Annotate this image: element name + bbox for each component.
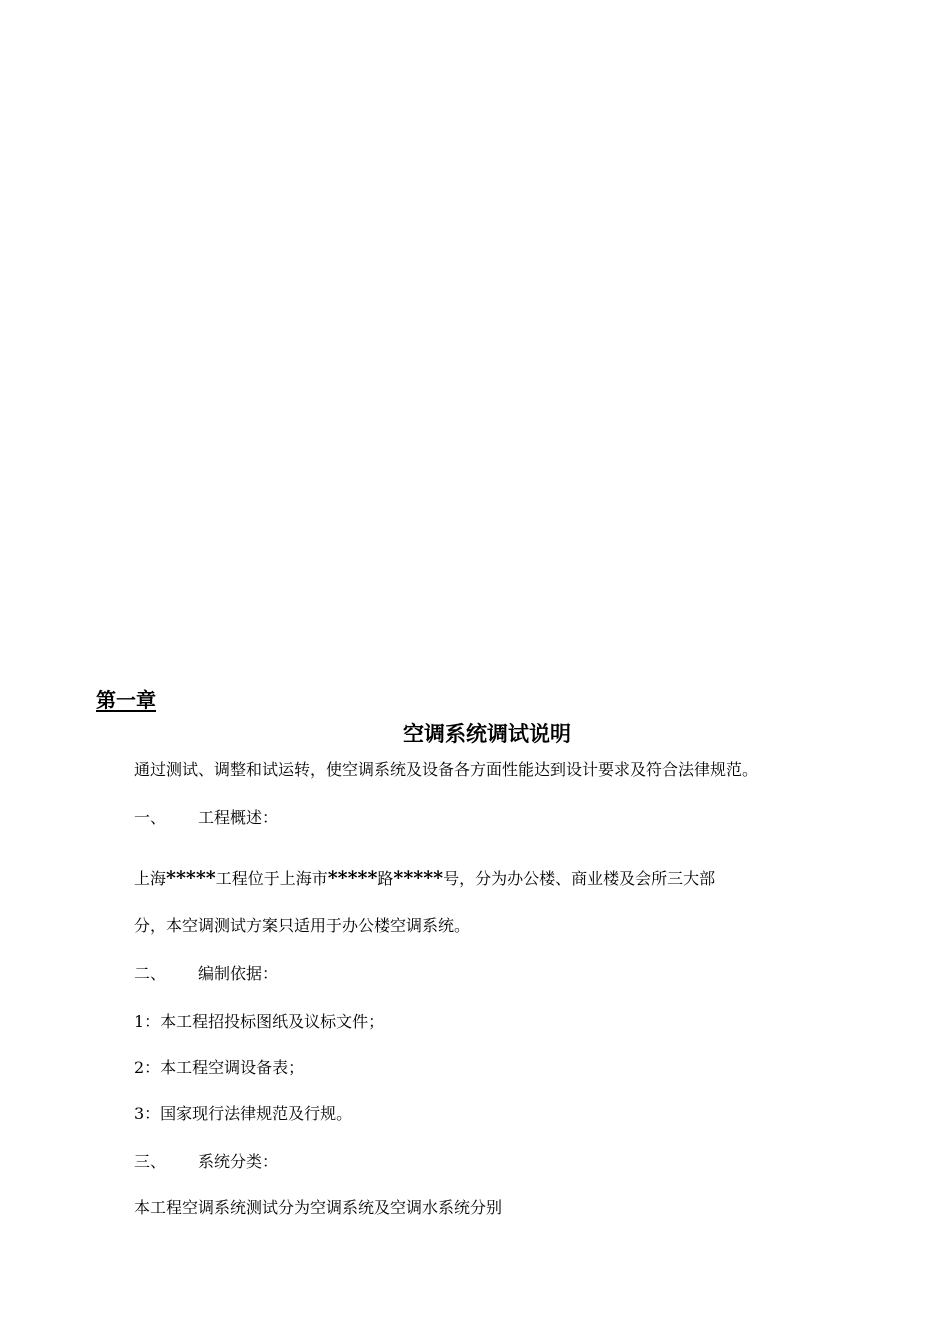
overview-paragraph-line1 — [134, 866, 715, 891]
chapter-heading: 第一章 — [96, 688, 156, 712]
section-number: 三、 — [134, 1152, 167, 1171]
section-heading-classification — [134, 1150, 278, 1174]
intro-paragraph: 通过测试、调整和试运转，使空调系统及设备各方面性能达到设计要求及符合法律规范。 — [134, 760, 759, 779]
overview-text: 路 — [377, 869, 394, 888]
overview-text: 上海 — [134, 869, 167, 888]
overview-text: 工程位于上海市 — [215, 869, 328, 888]
section-label: 工程概述： — [198, 808, 279, 827]
section-heading-overview — [134, 806, 278, 830]
section-number: 一、 — [134, 808, 167, 827]
basis-item: 3：国家现行法律规范及行规。 — [134, 1104, 353, 1123]
section-heading-basis — [134, 962, 278, 986]
section-label: 编制依据： — [198, 964, 279, 983]
basis-item: 2：本工程空调设备表； — [134, 1058, 305, 1077]
overview-text: 号，分为办公楼、商业楼及会所三大部 — [443, 869, 716, 888]
basis-item: 1：本工程招投标图纸及议标文件； — [134, 1012, 385, 1031]
section-label: 系统分类： — [198, 1152, 279, 1171]
redacted-name: ***** — [166, 867, 216, 889]
section-number: 二、 — [134, 964, 167, 983]
classification-paragraph: 本工程空调系统测试分为空调系统及空调水系统分别 — [134, 1198, 503, 1217]
overview-paragraph-line2: 分，本空调测试方案只适用于办公楼空调系统。 — [134, 916, 471, 935]
redacted-road: ***** — [327, 867, 378, 889]
redacted-number: ***** — [393, 867, 444, 889]
document-title: 空调系统调试说明 — [403, 722, 571, 746]
